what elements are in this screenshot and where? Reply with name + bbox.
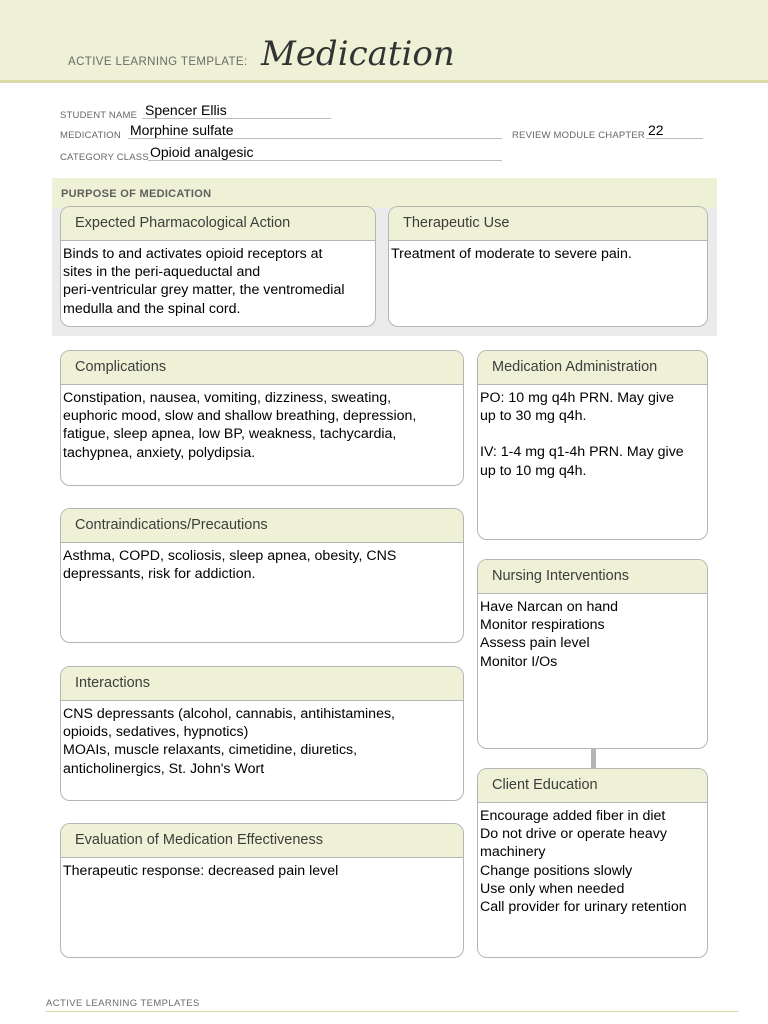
text-line: Encourage added fiber in diet	[480, 808, 666, 824]
expected-action-box	[60, 206, 376, 327]
text-line: tachypnea, anxiety, polydipsia.	[63, 444, 256, 461]
medication-underline	[128, 138, 502, 139]
medication-administration-text[interactable]	[478, 385, 707, 480]
text-line: Have Narcan on hand	[480, 599, 619, 615]
medication-administration-heading: Medication Administration	[478, 351, 707, 385]
complications-box	[60, 350, 464, 486]
text-line: Monitor I/Os	[480, 653, 558, 670]
therapeutic-use-heading: Therapeutic Use	[389, 207, 707, 241]
review-module-underline	[646, 138, 703, 139]
text-line: Asthma, COPD, scoliosis, sleep apnea, obesity, CNS	[63, 548, 397, 564]
interactions-heading: Interactions	[61, 667, 463, 701]
text-line: Use only when needed	[480, 880, 625, 897]
review-module-label: REVIEW MODULE CHAPTER	[512, 130, 645, 141]
text-line: CNS depressants (alcohol, cannabis, antihistamines,	[63, 706, 395, 722]
purpose-title: PURPOSE OF MEDICATION	[61, 188, 212, 200]
text-line: Constipation, nausea, vomiting, dizziness, sweating,	[63, 390, 392, 406]
template-title: Medication	[261, 34, 455, 74]
text-line: Change positions slowly	[480, 862, 633, 879]
text-line: sites in the peri-aqueductal and	[63, 264, 261, 281]
expected-action-heading: Expected Pharmacological Action	[61, 207, 375, 241]
nursing-interventions-text[interactable]	[478, 594, 707, 671]
evaluation-box	[60, 823, 464, 958]
text-line: Binds to and activates opioid receptors at	[63, 246, 323, 262]
evaluation-heading: Evaluation of Medication Effectiveness	[61, 824, 463, 858]
interactions-box	[60, 666, 464, 801]
student-name-field[interactable]: Spencer Ellis	[145, 102, 227, 118]
text-line: PO: 10 mg q4h PRN. May give	[480, 390, 674, 406]
text-line: depressants, risk for addiction.	[63, 566, 256, 583]
client-education-heading: Client Education	[478, 769, 707, 803]
student-name-underline	[142, 118, 331, 119]
text-line: Treatment of moderate to severe pain.	[391, 246, 632, 262]
text-line: anticholinergics, St. John's Wort	[63, 760, 265, 777]
text-line: fatigue, sleep apnea, low BP, weakness, tachycardia,	[63, 426, 397, 443]
text-line: Call provider for urinary retention	[480, 899, 687, 916]
footer-label: ACTIVE LEARNING TEMPLATES	[46, 998, 200, 1009]
expected-action-text[interactable]	[61, 241, 375, 318]
text-line: Assess pain level	[480, 635, 590, 652]
evaluation-text[interactable]	[61, 858, 463, 880]
complications-text[interactable]	[61, 385, 463, 462]
text-line: Therapeutic response: decreased pain level	[63, 863, 339, 879]
nursing-interventions-box	[477, 559, 708, 749]
text-line: machinery	[480, 844, 546, 861]
medication-field[interactable]: Morphine sulfate	[130, 122, 234, 138]
category-class-underline	[148, 160, 502, 161]
text-line: euphoric mood, slow and shallow breathing, depression,	[63, 408, 417, 425]
client-education-text[interactable]	[478, 803, 707, 916]
text-line: up to 10 mg q4h.	[480, 462, 587, 479]
category-class-field[interactable]: Opioid analgesic	[150, 144, 254, 160]
client-education-box	[477, 768, 708, 958]
text-line: up to 30 mg q4h.	[480, 408, 587, 425]
text-line	[480, 425, 704, 443]
text-line: Do not drive or operate heavy	[480, 826, 667, 843]
text-line: MOAIs, muscle relaxants, cimetidine, diuretics,	[63, 742, 358, 759]
review-module-field[interactable]: 22	[648, 122, 664, 138]
box-connector	[591, 748, 596, 770]
text-line: opioids, sedatives, hypnotics)	[63, 724, 249, 741]
complications-heading: Complications	[61, 351, 463, 385]
footer-divider	[46, 1011, 738, 1012]
contraindications-heading: Contraindications/Precautions	[61, 509, 463, 543]
student-name-label: STUDENT NAME	[60, 110, 138, 121]
interactions-text[interactable]	[61, 701, 463, 778]
template-label: ACTIVE LEARNING TEMPLATE:	[68, 56, 248, 68]
medication-label: MEDICATION	[60, 130, 121, 141]
nursing-interventions-heading: Nursing Interventions	[478, 560, 707, 594]
therapeutic-use-text[interactable]	[389, 241, 707, 263]
category-class-label: CATEGORY CLASS	[60, 152, 149, 163]
medication-administration-box	[477, 350, 708, 540]
text-line: peri-ventricular grey matter, the ventromedial	[63, 282, 345, 299]
text-line: medulla and the spinal cord.	[63, 300, 241, 317]
contraindications-text[interactable]	[61, 543, 463, 583]
contraindications-box	[60, 508, 464, 643]
therapeutic-use-box	[388, 206, 708, 327]
text-line: IV: 1-4 mg q1-4h PRN. May give	[480, 444, 684, 461]
text-line: Monitor respirations	[480, 617, 605, 634]
